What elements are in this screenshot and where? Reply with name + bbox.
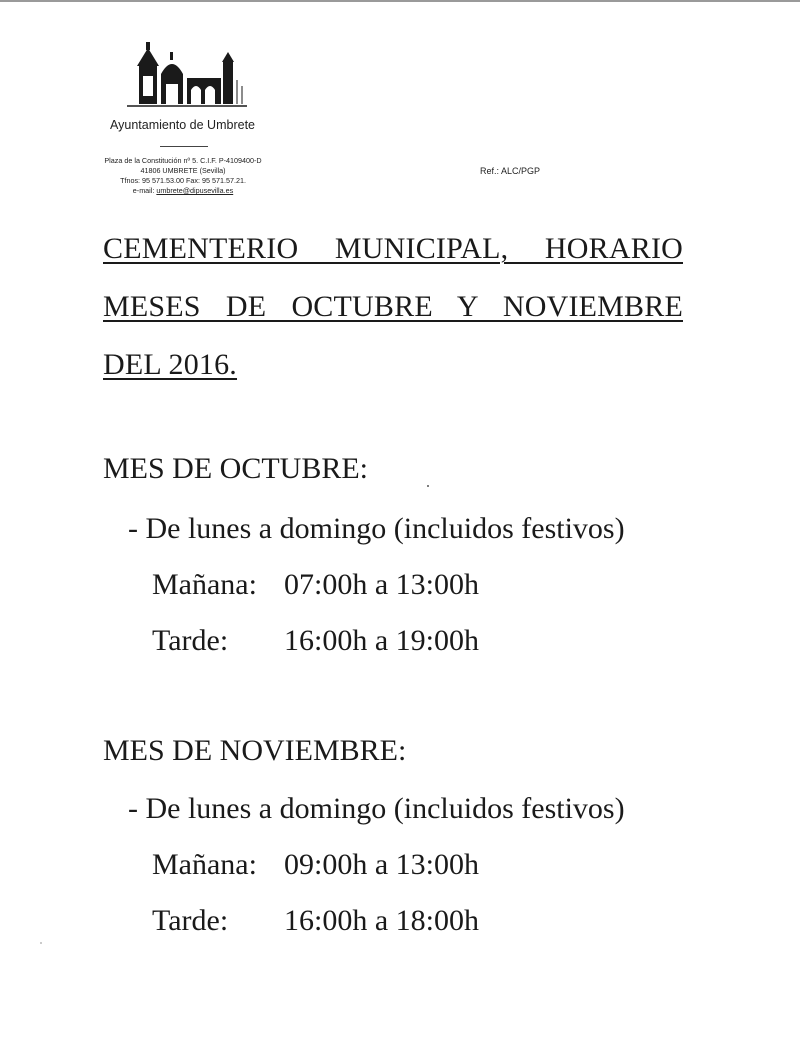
october-days: - De lunes a domingo (incluidos festivos) xyxy=(128,512,625,545)
reference-code: Ref.: ALC/PGP xyxy=(480,166,541,176)
november-heading: MES DE NOVIEMBRE: xyxy=(103,734,407,767)
email-link[interactable]: umbrete@dipusevilla.es xyxy=(156,186,234,195)
october-afternoon-hours: 16:00h a 19:00h xyxy=(284,624,479,657)
october-morning-hours: 07:00h a 13:00h xyxy=(284,568,479,601)
november-morning-hours: 09:00h a 13:00h xyxy=(284,848,479,881)
document-title xyxy=(103,228,683,402)
title-line-3: DEL 2016. xyxy=(103,348,238,381)
october-morning-label: Mañana: xyxy=(152,568,257,601)
november-afternoon-row xyxy=(152,904,479,938)
october-afternoon-row xyxy=(152,624,479,658)
umbrete-coat-of-arms-logo xyxy=(125,40,250,112)
november-morning-row xyxy=(152,848,479,882)
title-line-1: CEMENTERIO MUNICIPAL, HORARIO xyxy=(103,232,683,265)
letterhead-address xyxy=(68,156,298,196)
letterhead-divider xyxy=(160,146,208,147)
organization-name: Ayuntamiento de Umbrete xyxy=(110,118,255,132)
title-line-2: MESES DE OCTUBRE Y NOVIEMBRE xyxy=(103,290,683,323)
november-morning-label: Mañana: xyxy=(152,848,257,881)
november-afternoon-hours: 16:00h a 18:00h xyxy=(284,904,479,937)
october-morning-row xyxy=(152,568,479,602)
address-line-3: Tfnos: 95 571.53.00 Fax: 95 571.57.21. xyxy=(120,176,246,185)
page-top-border xyxy=(0,0,800,2)
email-label: e-mail: xyxy=(132,186,155,195)
scan-speck xyxy=(427,485,429,487)
address-line-1: Plaza de la Constitución nº 5. C.I.F. P-4109400-D xyxy=(104,156,262,165)
address-line-2: 41806 UMBRETE (Sevilla) xyxy=(140,166,226,175)
november-afternoon-label: Tarde: xyxy=(152,904,229,937)
scan-speck-2 xyxy=(40,942,42,944)
address-email-line xyxy=(68,186,298,196)
october-heading: MES DE OCTUBRE: xyxy=(103,452,369,485)
november-days: - De lunes a domingo (incluidos festivos) xyxy=(128,792,625,825)
october-afternoon-label: Tarde: xyxy=(152,624,229,657)
